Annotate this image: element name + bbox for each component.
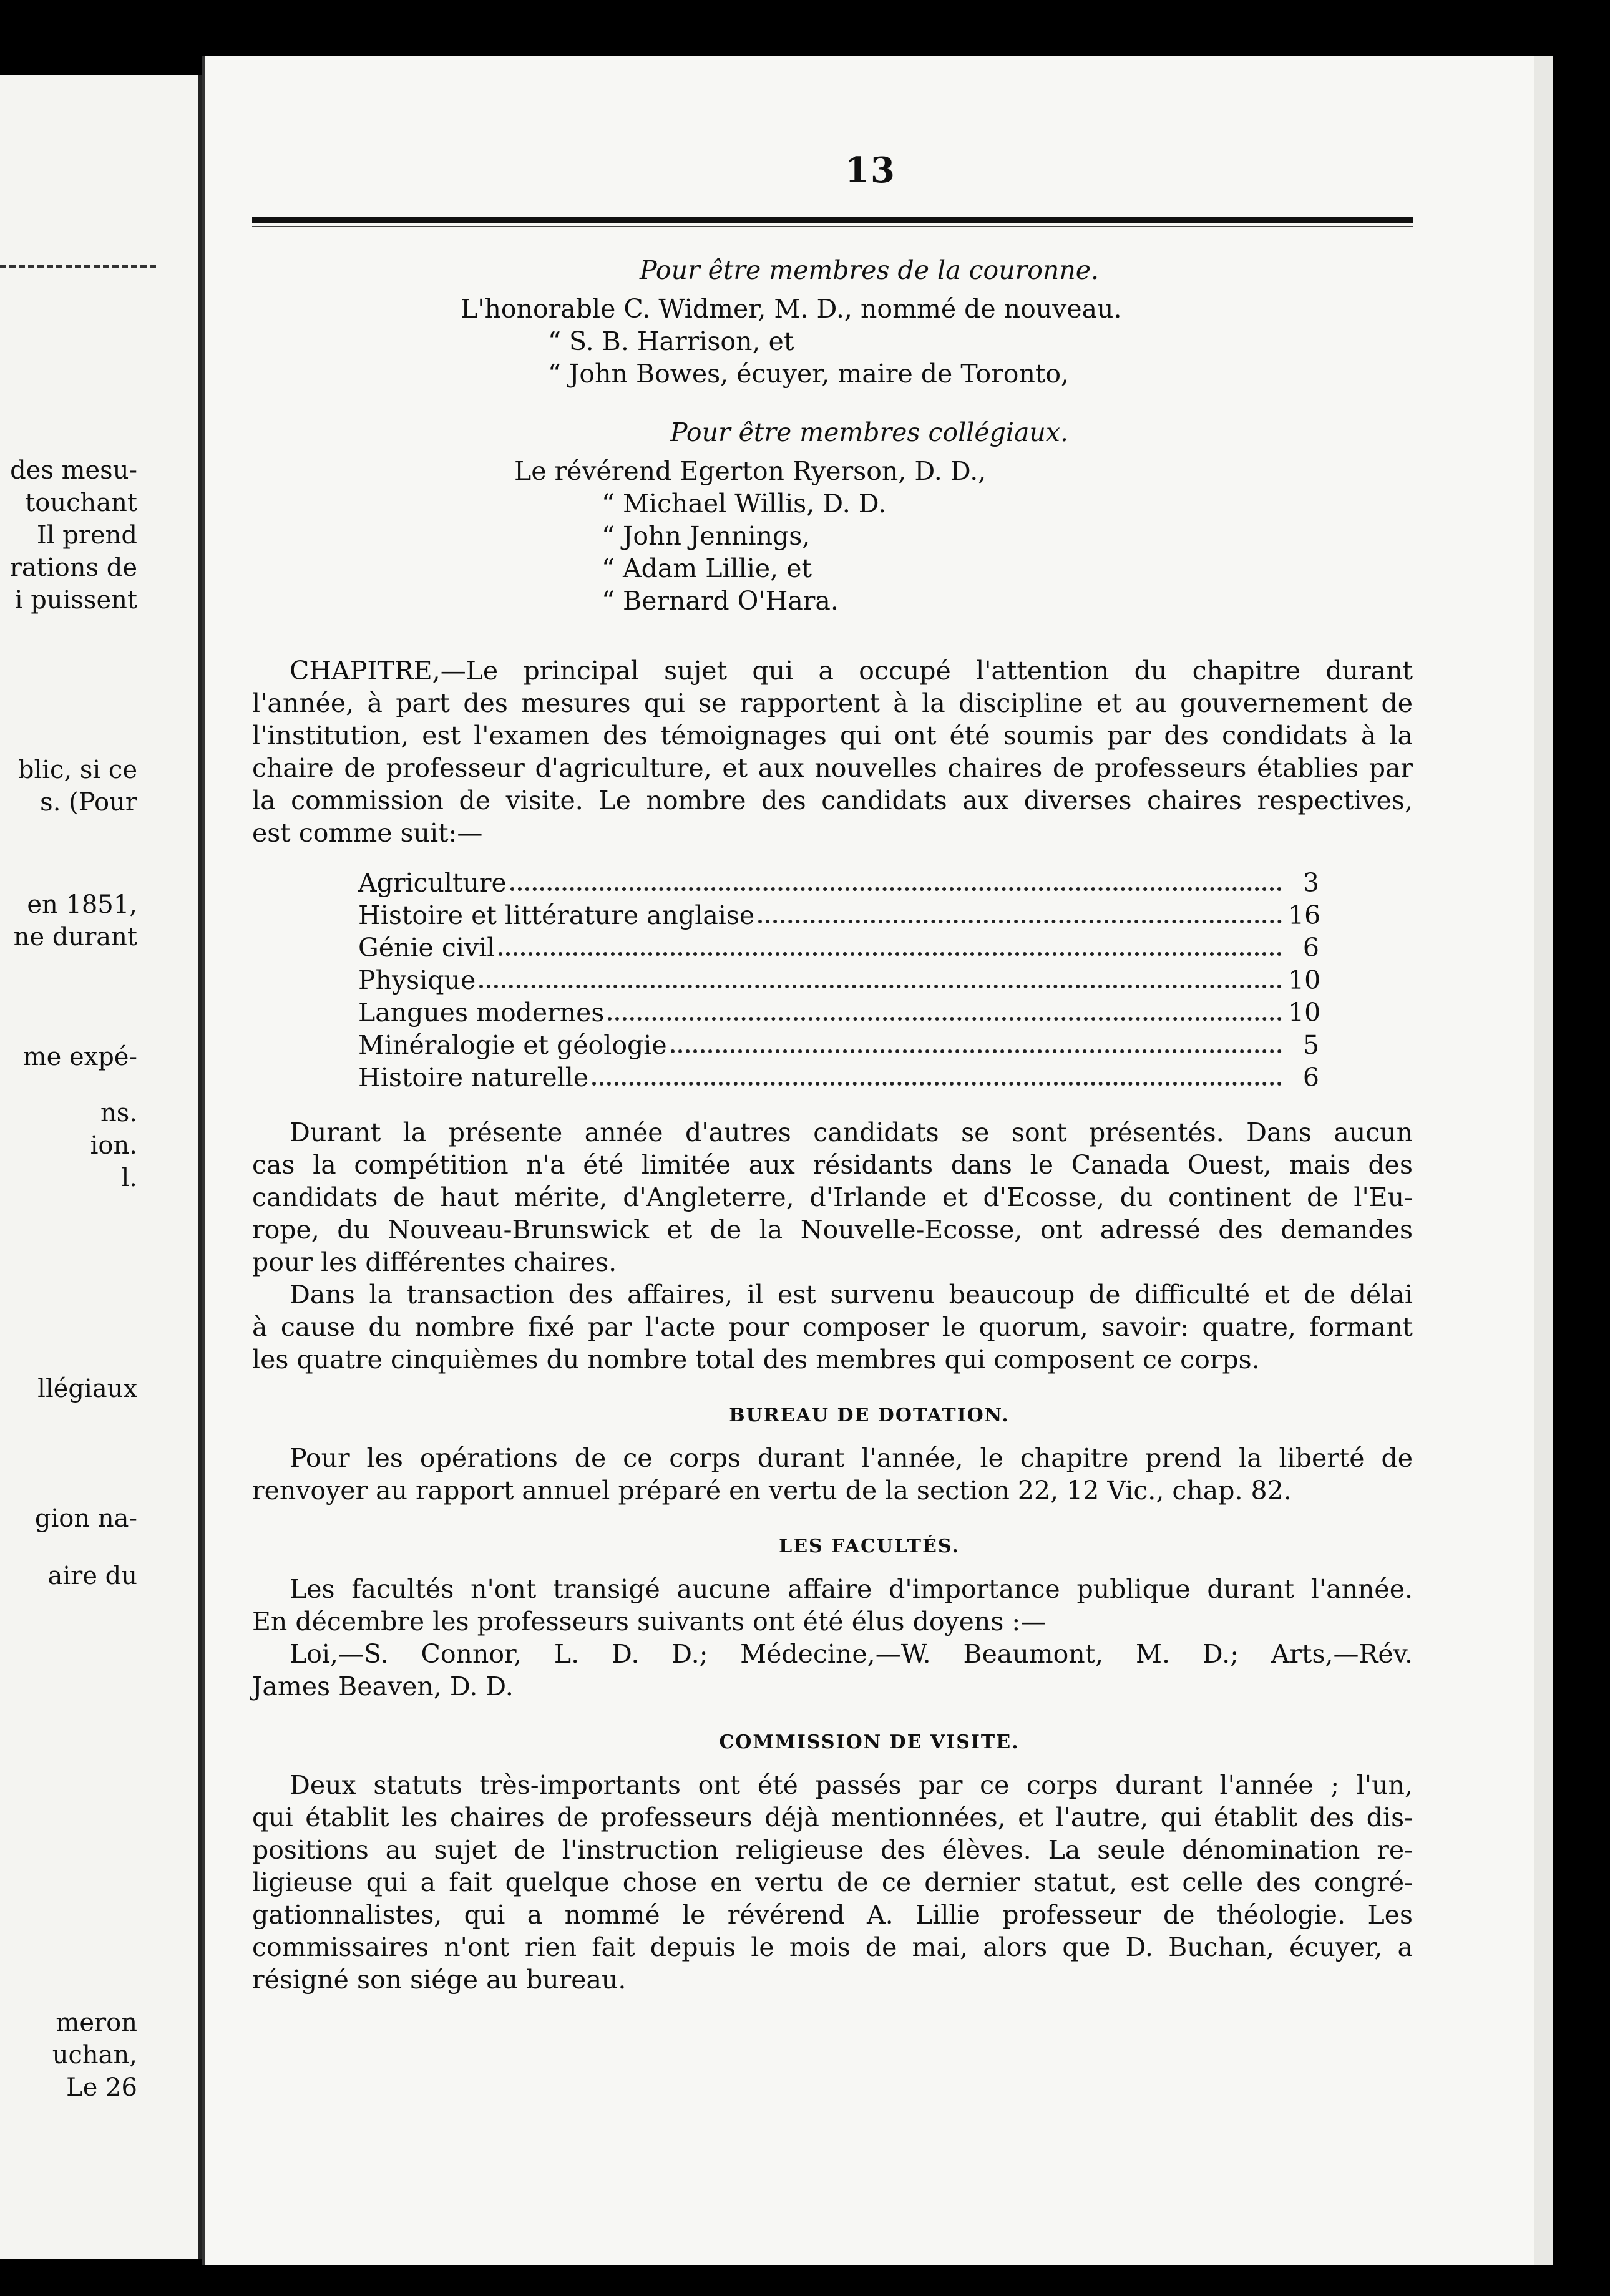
candidate-subject: Histoire naturelle: [358, 1063, 589, 1092]
candidate-row: [358, 900, 1319, 931]
facing-page-fragment: en 1851,: [27, 890, 137, 919]
college-member: “ Adam Lillie, et: [602, 553, 812, 583]
leader-dots: [479, 965, 1282, 988]
chapitre-paragraph-line: l'institution, est l'examen des témoignages qui ont été soumis par des condidats à la: [252, 721, 1413, 751]
facing-page-fragment: aire du: [47, 1562, 137, 1590]
commission-paragraph-line: positions au sujet de l'instruction religieuse des élèves. La seule dénomination re-: [252, 1835, 1413, 1865]
candidate-row: [358, 1062, 1319, 1093]
crown-member: “ S. B. Harrison, et: [548, 326, 794, 356]
transaction-paragraph-line: les quatre cinquièmes du nombre total des membres qui composent ce corps.: [252, 1345, 1260, 1374]
durant-paragraph-line: cas la compétition n'a été limitée aux résidants dans le Canada Ouest, mais des: [252, 1150, 1413, 1180]
facing-page-fragment: me expé-: [22, 1043, 137, 1071]
college-member: Le révérend Egerton Ryerson, D. D.,: [514, 456, 987, 486]
durant-paragraph-line: rope, du Nouveau-Brunswick et de la Nouvelle-Ecosse, ont adressé des demandes: [252, 1215, 1413, 1245]
chapitre-paragraph-line: CHAPITRE,—Le principal sujet qui a occupé l'attention du chapitre durant: [290, 656, 1413, 686]
leader-dots: [499, 932, 1282, 956]
candidate-row: [358, 867, 1319, 898]
facing-page-fragment: touchant: [25, 489, 137, 517]
bureau-paragraph-line: renvoyer au rapport annuel préparé en vertu de la section 22, 12 Vic., chap. 82.: [252, 1476, 1292, 1506]
commission-paragraph-line: résigné son siége au bureau.: [252, 1965, 627, 1995]
candidate-row: [358, 965, 1319, 996]
bureau-heading: BUREAU DE DOTATION.: [729, 1404, 1010, 1426]
facing-page-fragment: rations de: [9, 553, 137, 582]
college-member: “ Michael Willis, D. D.: [602, 489, 887, 518]
college-member: “ Bernard O'Hara.: [602, 586, 839, 616]
crown-heading: Pour être membres de la couronne.: [639, 255, 1100, 285]
facing-page-fragment: ion.: [90, 1131, 137, 1160]
commission-paragraph-line: Deux statuts très-importants ont été passés par ce corps durant l'année ; l'un,: [290, 1770, 1413, 1800]
candidate-row: [358, 1029, 1319, 1061]
facing-page-fragment: gion na-: [34, 1504, 137, 1533]
page-number: 13: [845, 150, 896, 191]
commission-heading: COMMISSION DE VISITE.: [719, 1731, 1020, 1753]
durant-paragraph-line: candidats de haut mérite, d'Angleterre, d'Irlande et d'Ecosse, du continent de l'Eu-: [252, 1182, 1413, 1212]
facing-page-fragment: l.: [121, 1164, 137, 1192]
candidate-subject: Agriculture: [358, 868, 507, 898]
facing-page-fragment: ns.: [100, 1099, 137, 1127]
facultes-paragraph-line: Les facultés n'ont transigé aucune affaire d'importance publique durant l'année.: [290, 1574, 1413, 1604]
facing-page-fragment: s. (Pour: [40, 788, 137, 817]
transaction-paragraph-line: Dans la transaction des affaires, il est survenu beaucoup de difficulté et de délai: [290, 1280, 1413, 1310]
crown-member: “ John Bowes, écuyer, maire de Toronto,: [548, 359, 1070, 389]
chapitre-paragraph-line: la commission de visite. Le nombre des candidats aux diverses chaires respectives,: [252, 786, 1413, 815]
leader-dots: [592, 1062, 1282, 1086]
facing-page-fragment: ne durant: [13, 923, 137, 951]
commission-paragraph-line: commissaires n'ont rien fait depuis le mois de mai, alors que D. Buchan, écuyer, a: [252, 1932, 1413, 1962]
facultes-paragraph-line: James Beaven, D. D.: [252, 1671, 514, 1701]
facing-page-fragment: uchan,: [52, 2041, 137, 2070]
college-heading: Pour être membres collégiaux.: [670, 417, 1068, 447]
candidate-count: 5: [1302, 1030, 1319, 1060]
document-page: [202, 56, 1534, 2265]
facing-page-rule: [0, 265, 156, 268]
durant-paragraph-line: Durant la présente année d'autres candidats se sont présentés. Dans aucun: [290, 1117, 1413, 1147]
candidate-count: 6: [1302, 933, 1319, 963]
facing-page-fragment: llégiaux: [37, 1374, 137, 1403]
facing-page-fragment: meron: [56, 2008, 137, 2037]
chapitre-paragraph-line: est comme suit:—: [252, 818, 483, 848]
leader-dots: [608, 997, 1282, 1021]
candidate-count: 16: [1288, 900, 1321, 930]
candidate-count: 10: [1288, 998, 1321, 1028]
facing-page-fragment: Le 26: [66, 2073, 137, 2102]
facing-page-fragment: Il prend: [36, 521, 137, 550]
durant-paragraph-line: pour les différentes chaires.: [252, 1247, 617, 1277]
facultes-paragraph-line: Loi,—S. Connor, L. D. D.; Médecine,—W. Beaumont, M. D.; Arts,—Rév.: [290, 1639, 1413, 1669]
candidate-subject: Histoire et littérature anglaise: [358, 900, 755, 930]
header-rule: [252, 217, 1413, 223]
commission-paragraph-line: ligieuse qui a fait quelque chose en vertu de ce dernier statut, est celle des congré-: [252, 1867, 1413, 1897]
commission-paragraph-line: qui établit les chaires de professeurs déjà mentionnées, et l'autre, qui établit des dis-: [252, 1802, 1413, 1832]
candidate-count: 3: [1302, 868, 1319, 898]
leader-dots: [510, 867, 1282, 891]
facing-page-fragment: blic, si ce: [17, 756, 137, 784]
candidate-count: 10: [1288, 965, 1321, 995]
candidate-subject: Langues modernes: [358, 998, 605, 1028]
candidate-subject: Génie civil: [358, 933, 495, 963]
crown-member: L'honorable C. Widmer, M. D., nommé de nouveau.: [461, 294, 1122, 324]
facing-page: [0, 75, 202, 2259]
commission-paragraph-line: gationnalistes, qui a nommé le révérend A. Lillie professeur de théologie. Les: [252, 1900, 1413, 1930]
candidate-row: [358, 932, 1319, 963]
facultes-paragraph-line: En décembre les professeurs suivants ont été élus doyens :—: [252, 1607, 1046, 1637]
chapitre-paragraph-line: chaire de professeur d'agriculture, et aux nouvelles chaires de professeurs établies par: [252, 753, 1413, 783]
facing-page-fragment: des mesu-: [10, 456, 137, 485]
page-edge: [1531, 56, 1553, 2265]
leader-dots: [671, 1029, 1282, 1053]
facultes-heading: LES FACULTÉS.: [779, 1535, 960, 1557]
candidate-count: 6: [1302, 1063, 1319, 1092]
leader-dots: [758, 900, 1282, 923]
bureau-paragraph-line: Pour les opérations de ce corps durant l'année, le chapitre prend la liberté de: [290, 1443, 1413, 1473]
candidate-row: [358, 997, 1319, 1028]
facing-page-fragment: i puissent: [14, 586, 137, 615]
candidate-subject: Physique: [358, 965, 476, 995]
college-member: “ John Jennings,: [602, 521, 811, 551]
candidate-subject: Minéralogie et géologie: [358, 1030, 667, 1060]
transaction-paragraph-line: à cause du nombre fixé par l'acte pour composer le quorum, savoir: quatre, formant: [252, 1312, 1413, 1342]
chapitre-paragraph-line: l'année, à part des mesures qui se rapportent à la discipline et au gouvernement de: [252, 688, 1413, 718]
